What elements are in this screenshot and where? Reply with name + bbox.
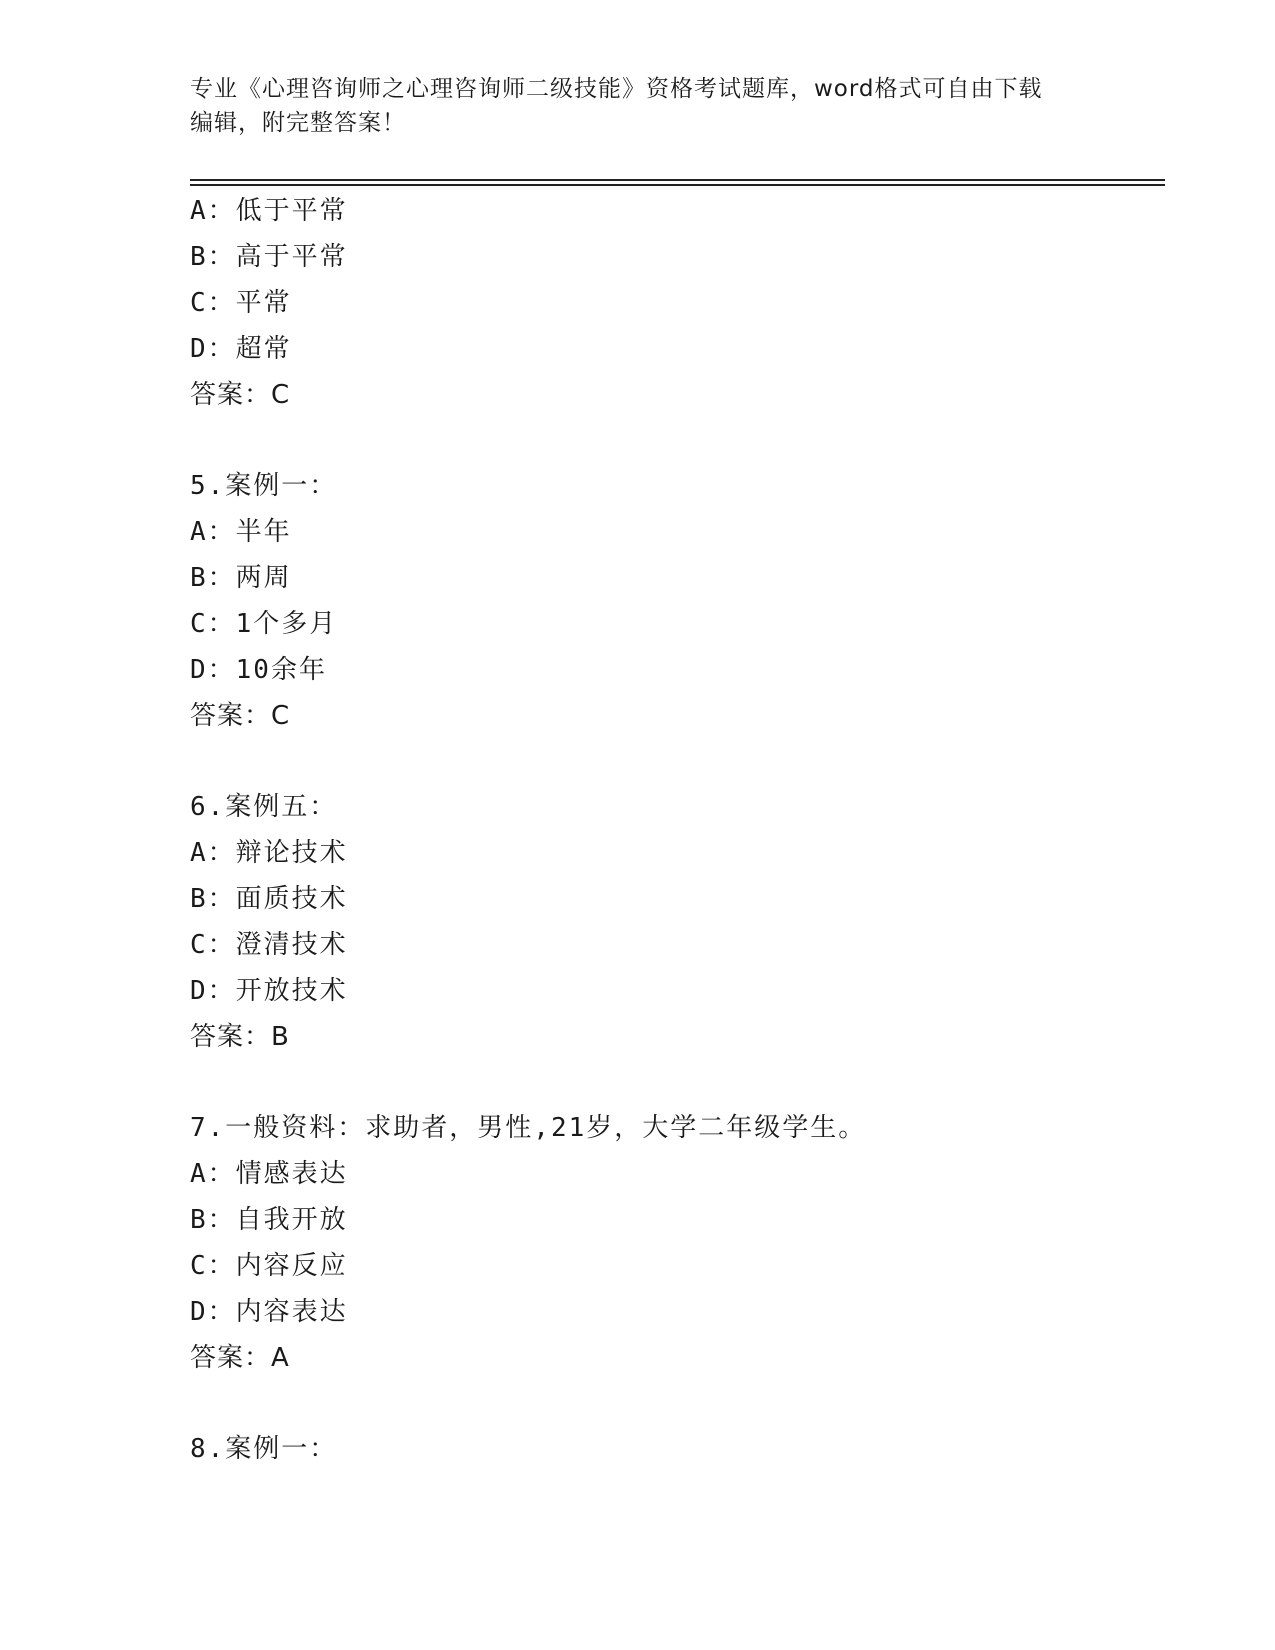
question-block: [190, 1426, 1165, 1472]
spacer: [190, 1060, 1165, 1105]
answer-line: 答案：A: [190, 1343, 290, 1373]
option-d: D：10余年: [190, 655, 327, 685]
option-d: D：内容表达: [190, 1297, 348, 1327]
option-d: D：开放技术: [190, 976, 348, 1006]
question-block: [190, 188, 1165, 418]
question-list: [190, 188, 1165, 1472]
option-a: A：低于平常: [190, 196, 348, 226]
answer-line: 答案：C: [190, 701, 291, 731]
spacer: [190, 739, 1165, 784]
option-b: B：两周: [190, 563, 292, 593]
option-a: A：半年: [190, 517, 292, 547]
question-stem: 5.案例一：: [190, 471, 338, 501]
option-c: C：内容反应: [190, 1251, 348, 1281]
question-block: [190, 1105, 1165, 1381]
header-divider-bottom: [190, 184, 1165, 186]
header-divider-top: [190, 179, 1165, 181]
header-line-1: 专业《心理咨询师之心理咨询师二级技能》资格考试题库，word格式可自由下载: [190, 76, 1043, 102]
document-header: [190, 72, 1090, 140]
option-b: B：自我开放: [190, 1205, 348, 1235]
answer-line: 答案：C: [190, 380, 291, 410]
spacer: [190, 418, 1165, 463]
question-stem: 8.案例一：: [190, 1434, 338, 1464]
option-b: B：高于平常: [190, 242, 348, 272]
option-a: A：情感表达: [190, 1159, 348, 1189]
option-c: C：1个多月: [190, 609, 338, 639]
question-stem: 6.案例五：: [190, 792, 338, 822]
question-block: [190, 463, 1165, 739]
question-block: [190, 784, 1165, 1060]
header-line-2: 编辑，附完整答案！: [190, 110, 406, 136]
question-stem: 7.一般资料：求助者，男性,21岁，大学二年级学生。: [190, 1113, 867, 1143]
spacer: [190, 1381, 1165, 1426]
option-d: D：超常: [190, 334, 292, 364]
option-c: C：澄清技术: [190, 930, 348, 960]
answer-line: 答案：B: [190, 1022, 290, 1052]
option-a: A：辩论技术: [190, 838, 348, 868]
option-c: C：平常: [190, 288, 292, 318]
option-b: B：面质技术: [190, 884, 348, 914]
